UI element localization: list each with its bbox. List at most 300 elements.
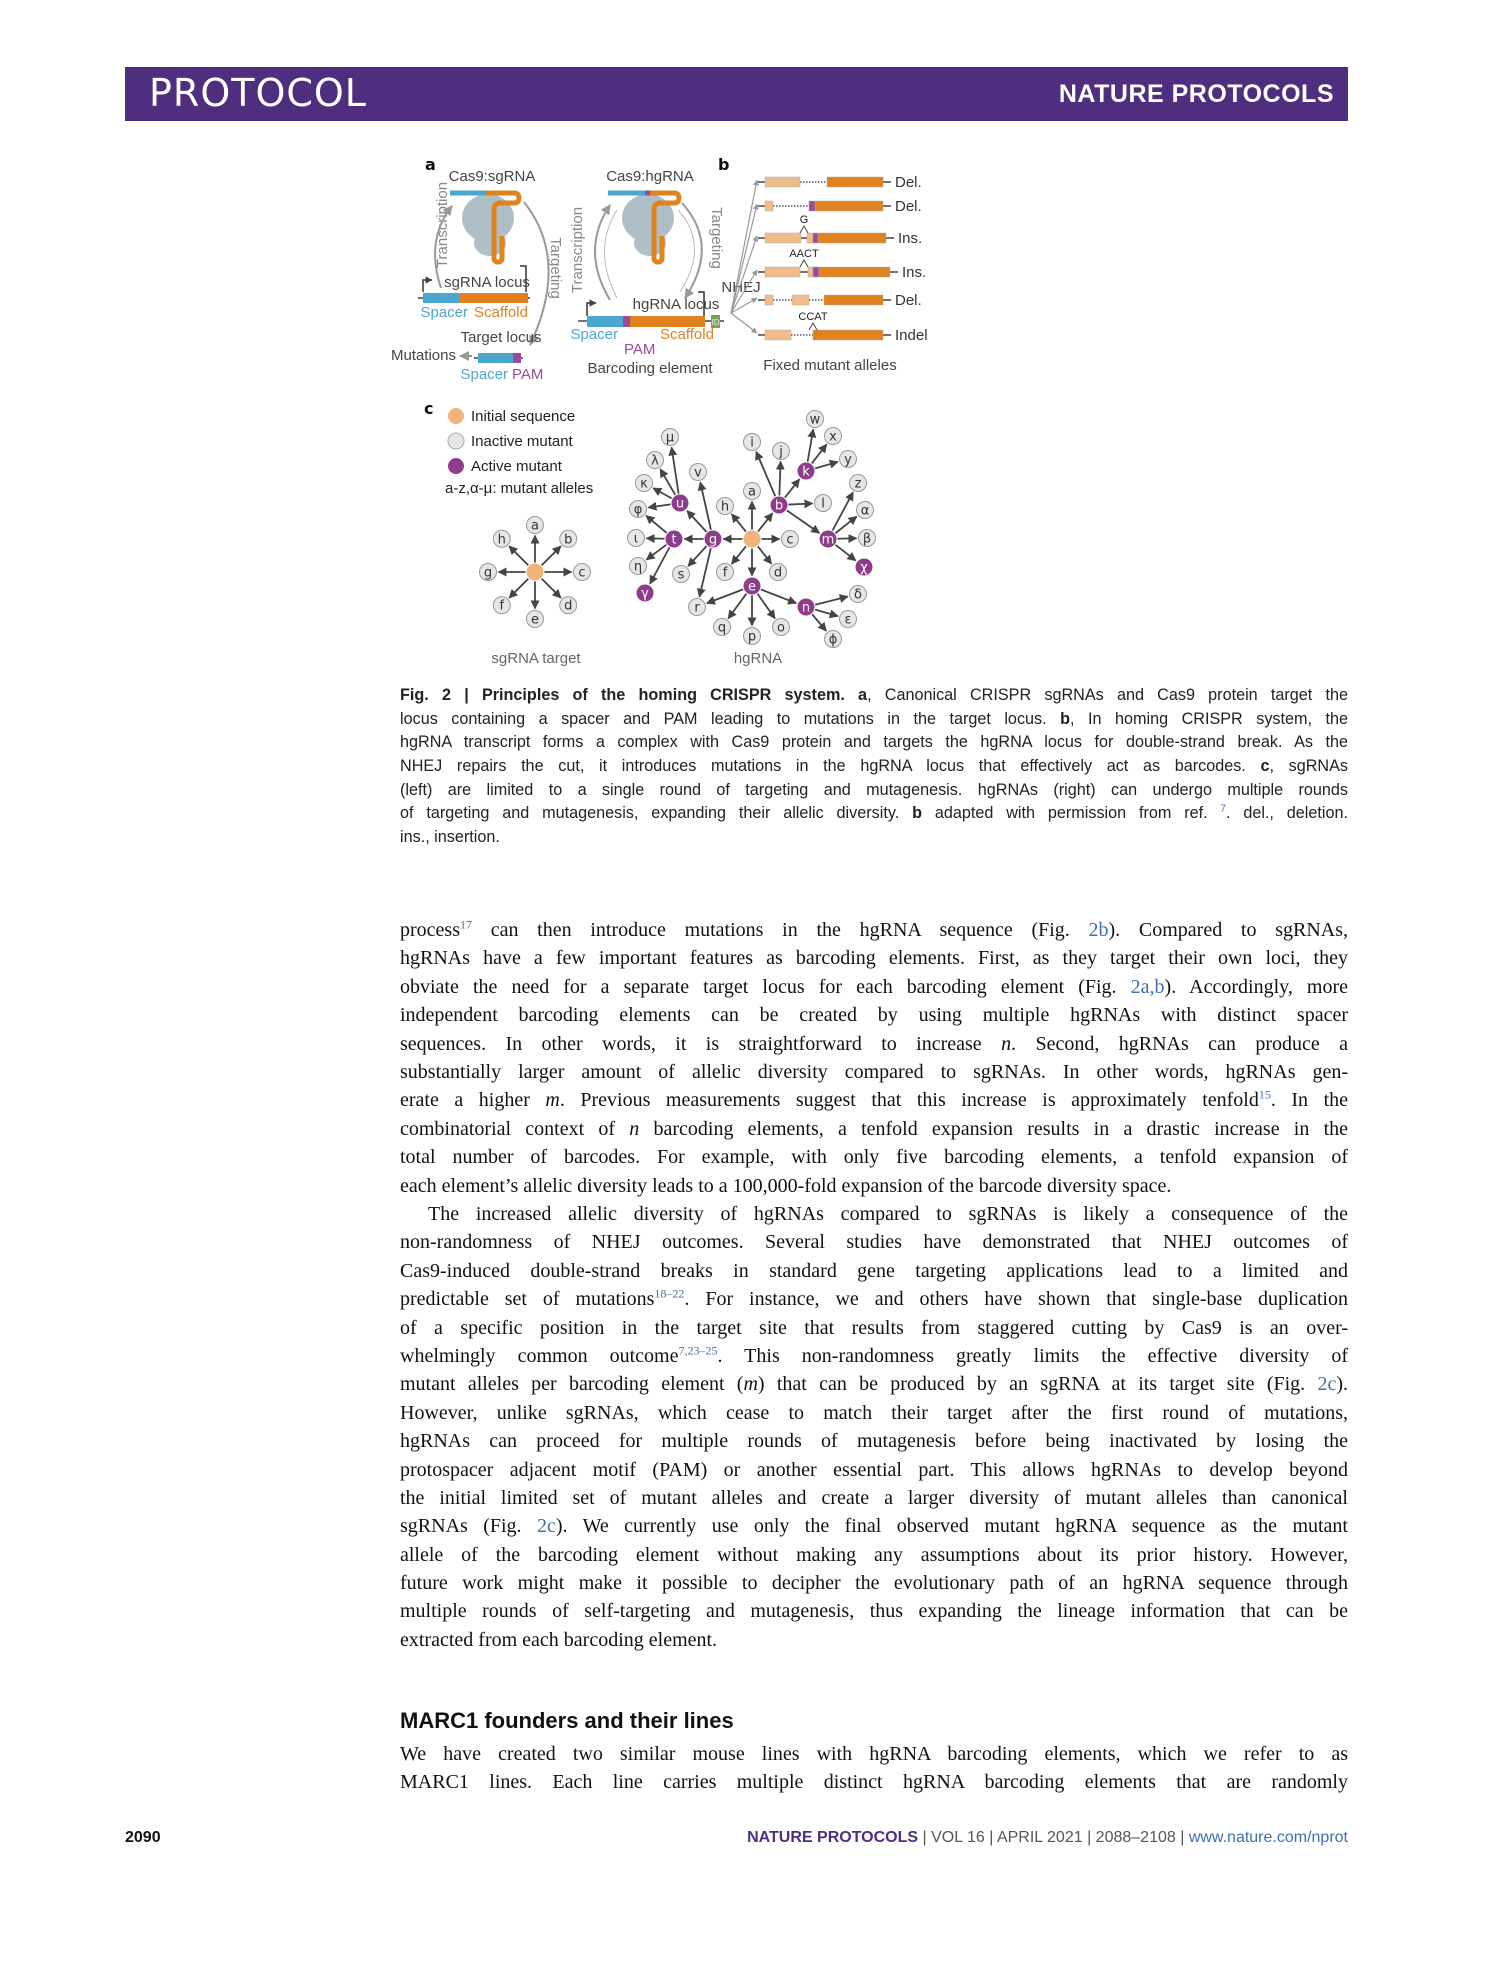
text: We have created two similar mouse lines with hgRNA barcoding elements, which we refer to as [400, 1743, 1348, 1765]
text: NHEJ repairs the cut, it introduces mutations in the hgRNA locus that effectively act as barcodes. [400, 757, 1261, 776]
text-line [400, 802, 1348, 826]
mutation-arrow [732, 514, 746, 532]
figure-2 [0, 0, 1489, 700]
allele-node-f [493, 597, 510, 614]
allele-node-μ [662, 429, 679, 446]
allele-label: a [748, 484, 756, 500]
allele-node-m [820, 531, 837, 548]
locus-spacer [423, 293, 459, 303]
allele-label: f [722, 565, 728, 581]
alleles-title: Fixed mutant alleles [763, 357, 897, 374]
allele-label: h [720, 499, 730, 515]
italic-symbol: n [629, 1117, 640, 1140]
allele-node-ϕ [825, 631, 842, 648]
text-line [400, 731, 1348, 755]
spacer-segment [765, 233, 801, 243]
text: of targeting and mutagenesis, expanding their allelic diversity. [400, 804, 913, 823]
text: allele of the barcoding element without making any assumptions about its prior history. However, [400, 1543, 1348, 1566]
allele-node-j [773, 443, 790, 460]
mutation-arrow [732, 546, 746, 564]
text-line [400, 973, 1348, 1001]
allele-type-label: Ins. [898, 230, 923, 247]
target-pam-label: PAM [512, 366, 544, 383]
legend-label: Active mutant [471, 458, 562, 475]
text-line [400, 916, 1348, 944]
text: , sgRNAs [1269, 757, 1348, 776]
text: the initial limited set of mutant alleles and create a larger diversity of mutant alleles than canonical [400, 1486, 1348, 1509]
mutation-arrow [815, 462, 838, 469]
allele-node-e [527, 611, 544, 628]
mutation-arrow [815, 597, 848, 605]
insertion-sequence: AACT [789, 248, 819, 260]
allele-node-initial [744, 531, 761, 548]
allele-node-γ [637, 585, 654, 602]
mutation-arrow [835, 545, 855, 561]
mutation-arrow [757, 594, 774, 619]
text: , In homing CRISPR system, the [1070, 709, 1348, 728]
allele-type-label: Ins. [902, 264, 927, 281]
allele-node-z [850, 475, 867, 492]
text-line [400, 708, 1348, 732]
allele-node-κ [636, 475, 653, 492]
allele-node-φ [630, 501, 647, 518]
text-line [400, 1342, 1348, 1370]
text-line [400, 1597, 1348, 1625]
allele-node-d [560, 597, 577, 614]
allele-label: e [531, 612, 539, 628]
body-paragraph [400, 1200, 1348, 1654]
mutation-arrow [650, 547, 670, 583]
insertion-sequence: G [799, 214, 809, 226]
allele-row [758, 198, 922, 215]
mutation-arrow [812, 614, 826, 631]
allele-node-δ [850, 586, 867, 603]
text: of a specific position in the target site that results from staggered cutting by Cas9 is an over- [400, 1316, 1348, 1339]
text: ). Accordingly, more [1164, 975, 1348, 998]
allele-row [758, 292, 922, 309]
footer-meta: | VOL 16 | APRIL 2021 | 2088–2108 | [918, 1829, 1189, 1846]
allele-type-label: Del. [895, 198, 922, 215]
allele-label: j [779, 444, 783, 460]
mutation-arrow [687, 511, 706, 532]
text: . This non-randomness greatly limits the effective diversity of [717, 1344, 1349, 1367]
text-line [400, 1030, 1348, 1058]
scaffold-segment [819, 267, 890, 277]
text: independent barcoding elements can be created by using multiple hgRNAs with distinct spacer [400, 1004, 1348, 1027]
allele-label: d [564, 598, 573, 614]
text: However, unlike sgRNAs, which cease to match their target after the first round of mutations, [400, 1401, 1348, 1424]
allele-label: e [748, 579, 756, 595]
text-line [400, 1001, 1348, 1029]
legend-label: Initial sequence [471, 408, 576, 425]
mutation-arrow [700, 482, 711, 529]
allele-label: y [844, 452, 852, 468]
legend-active-swatch [448, 458, 464, 474]
allele-node-η [630, 558, 647, 575]
pam-segment [809, 201, 815, 211]
allele-label: b [564, 532, 573, 548]
cas9-sgrna-label: Cas9:sgRNA [448, 168, 536, 185]
text-line [400, 1058, 1348, 1086]
allele-label: κ [640, 476, 648, 492]
text-line [400, 1370, 1348, 1398]
allele-node-f [717, 564, 734, 581]
hgrna-tree [628, 411, 876, 648]
spacer-segment [765, 177, 800, 187]
allele-row [758, 311, 928, 344]
hgrna-locus-label: hgRNA locus [632, 296, 720, 313]
allele-node-p [744, 628, 761, 645]
figure-link[interactable]: 2a,b [1130, 975, 1165, 998]
allele-node-s [673, 566, 690, 583]
nhej-fan [731, 180, 757, 333]
allele-label: η [633, 559, 643, 575]
mutation-arrow [788, 503, 812, 504]
allele-label: ι [633, 531, 639, 547]
allele-label: z [854, 476, 862, 492]
mutation-arrow [653, 488, 672, 498]
text: process [400, 919, 460, 941]
text-line [400, 1143, 1348, 1171]
allele-node-h [717, 498, 734, 515]
allele-node-initial [527, 564, 544, 581]
panel-c [424, 399, 876, 667]
figure-caption [400, 684, 1348, 850]
targeting-label: Targeting [708, 207, 725, 269]
transcription-label: Transcription [569, 206, 586, 294]
allele-node-n [798, 599, 815, 616]
text-line [400, 1541, 1348, 1569]
mutation-arrow [509, 579, 528, 598]
text-line [400, 1512, 1348, 1540]
allele-label: λ [651, 453, 659, 469]
text: protospacer adjacent motif (PAM) or another essential part. This allows hgRNAs to develop beyond [400, 1458, 1348, 1481]
mutation-arrow [779, 461, 780, 495]
pam-label: PAM [624, 341, 656, 358]
allele-node-a [527, 517, 544, 534]
text: total number of barcodes. For example, with only five barcoding elements, a tenfold expansion of [400, 1146, 1348, 1169]
spacer-segment [765, 267, 800, 277]
text-line [400, 1626, 1348, 1654]
nhej-arrow [731, 313, 757, 333]
bold-text: Fig. 2 | Principles of the homing CRISPR system. a [400, 686, 868, 704]
spacer-segment [808, 267, 813, 277]
text-line [400, 1172, 1348, 1200]
panel-a [391, 155, 564, 383]
text-line [400, 1257, 1348, 1285]
allele-row [758, 214, 922, 247]
mutation-arrow [787, 510, 820, 533]
allele-node-e [744, 578, 761, 595]
text-line [400, 1200, 1348, 1228]
citation-ref[interactable]: 7,23–25 [678, 1343, 718, 1358]
mutation-arrow [699, 548, 710, 597]
allele-node-y [840, 451, 857, 468]
mutation-arrow [688, 546, 707, 566]
target-locus-label: Target locus [460, 329, 542, 346]
legend [448, 408, 575, 475]
text-line [400, 1484, 1348, 1512]
allele-label: f [499, 598, 505, 614]
allele-node-c [574, 564, 591, 581]
scaffold-segment [827, 177, 883, 187]
allele-label: l [821, 496, 825, 512]
allele-label: α [860, 503, 870, 519]
text: . Previous measurements suggest that this increase is approximately tenfold [559, 1089, 1259, 1112]
sgrna-target-tree [480, 517, 591, 628]
id-label: ID [711, 318, 720, 327]
mutation-arrow [812, 444, 827, 463]
allele-node-r [689, 599, 706, 616]
allele-label: m [821, 532, 835, 548]
text: locus containing a spacer and PAM leading to mutations in the target locus. [400, 709, 1061, 728]
scaffold-label: Scaffold [660, 326, 714, 343]
panel-b-letter: b [718, 155, 730, 174]
footer-url[interactable]: www.nature.com/nprot [1188, 1829, 1348, 1846]
footer-citation [747, 1829, 1348, 1847]
text: combinatorial context of [400, 1117, 630, 1140]
mutation-arrow [785, 479, 800, 497]
text-line [400, 944, 1348, 972]
text: can then introduce mutations in the hgRNA sequence (Fig. [471, 919, 1089, 941]
panel-a-letter: a [425, 155, 436, 174]
allele-label: β [862, 531, 872, 547]
text-line [400, 1228, 1348, 1256]
allele-node-ε [840, 611, 857, 628]
text: ) that can be produced by an sgRNA at its target site (Fig. [757, 1373, 1318, 1396]
allele-node-k [798, 463, 815, 480]
page-number: 2090 [125, 1829, 161, 1846]
mutation-arrow [660, 469, 675, 495]
text: , Canonical CRISPR sgRNAs and Cas9 protein target the [867, 686, 1348, 704]
barcoding-element-label: Barcoding element [587, 360, 713, 377]
figure-link[interactable]: 2c [536, 1515, 556, 1538]
sgrna-locus-label: sgRNA locus [444, 274, 530, 291]
scaffold-segment [813, 330, 883, 340]
text-line [400, 1314, 1348, 1342]
promoter-icon [587, 303, 596, 316]
allele-node-v [690, 464, 707, 481]
mutation-arrow [808, 429, 814, 461]
text-line [400, 779, 1348, 803]
mutation-arrow [648, 504, 670, 507]
allele-node-c [782, 531, 799, 548]
bold-text: c [1260, 757, 1270, 776]
allele-node-d [770, 564, 787, 581]
mutation-arrow [672, 447, 679, 493]
allele-label: a [531, 518, 539, 534]
italic-symbol: m [545, 1089, 560, 1112]
mutation-arrow [542, 546, 561, 565]
nhej-label: NHEJ [721, 279, 761, 296]
text: mutant alleles per barcoding element ( [400, 1373, 744, 1396]
allele-label: ϕ [828, 632, 838, 648]
spacer-segment [765, 201, 773, 211]
allele-label: p [747, 629, 757, 645]
allele-node-g [480, 564, 497, 581]
allele-label: x [829, 429, 837, 445]
section-label: PROTOCOL [149, 71, 367, 115]
allele-label: γ [641, 586, 649, 602]
panel-c-letter: c [424, 399, 434, 418]
hgrna-edges [646, 429, 857, 631]
allele-node-α [857, 502, 874, 519]
spacer-segment [765, 330, 791, 340]
scaffold-label: Scaffold [474, 304, 528, 321]
mutation-arrow [761, 589, 796, 603]
allele-node-g [705, 531, 722, 548]
text: ). [1336, 1373, 1348, 1396]
text: . Second, hgRNAs can produce a [1011, 1032, 1349, 1055]
pam-segment [813, 233, 818, 243]
bold-text: b [912, 804, 922, 823]
legend-inactive-swatch [448, 433, 464, 449]
allele-node-a [744, 483, 761, 500]
text: . del., deletion. [1225, 804, 1348, 823]
allele-node-w [807, 411, 824, 428]
text-line [400, 1115, 1348, 1143]
spacer-segment [765, 295, 773, 305]
panel-b [569, 155, 928, 377]
spacer-label: Spacer [420, 304, 468, 321]
allele-node-i [744, 434, 761, 451]
insertion-caret [809, 323, 817, 330]
italic-symbol: n [1001, 1032, 1012, 1055]
allele-label: g [708, 532, 718, 548]
body-paragraph [400, 1740, 1348, 1797]
journal-name: NATURE PROTOCOLS [1058, 80, 1334, 108]
allele-type-label: Indel [895, 327, 928, 344]
text: hgRNAs can proceed for multiple rounds of mutagenesis before being inactivated by losing the [400, 1430, 1348, 1453]
scaffold-segment [824, 295, 883, 305]
text: sgRNAs (Fig. [400, 1515, 537, 1538]
figure-link[interactable]: 2b [1088, 919, 1109, 941]
italic-symbol: m [743, 1373, 758, 1396]
text: ). Compared to sgRNAs, [1108, 919, 1348, 941]
text-line [400, 684, 1348, 708]
text: erate a higher [400, 1089, 546, 1112]
allele-label: i [750, 435, 754, 451]
allele-label: g [483, 565, 493, 581]
allele-label: o [777, 620, 785, 636]
allele-node-l [815, 495, 832, 512]
text: predictable set of mutations [400, 1288, 655, 1311]
allele-label: s [677, 567, 685, 583]
allele-node-χ [856, 559, 873, 576]
allele-node-u [672, 495, 689, 512]
citation-ref[interactable]: 17 [459, 917, 472, 932]
mutations-label: Mutations [390, 347, 456, 364]
nhej-arrow [731, 204, 757, 313]
target-spacer-label: Spacer [460, 366, 508, 383]
allele-label: t [671, 532, 677, 548]
insertion-caret [800, 260, 808, 267]
section-heading: MARC1 founders and their lines [400, 1708, 734, 1733]
allele-row [758, 248, 926, 281]
text: (left) are limited to a single round of targeting and mutagenesis. hgRNAs (right) can undergo multiple rounds [400, 780, 1348, 799]
mutation-arrow [509, 546, 528, 565]
spacer-segment [792, 295, 809, 305]
text: sequences. In other words, it is straightforward to increase [400, 1032, 1002, 1055]
text-line [400, 826, 1348, 850]
text: barcoding elements, a tenfold expansion results in a drastic increase in the [639, 1117, 1349, 1140]
text: substantially larger amount of allelic diversity compared to sgRNAs. In other words, hgRNAs gen- [400, 1060, 1348, 1083]
sgrna-target-label: sgRNA target [491, 650, 581, 667]
allele-label: k [802, 464, 810, 480]
allele-label: ε [844, 612, 852, 628]
text: . For instance, we and others have shown that single-base duplication [684, 1288, 1348, 1311]
text-line [400, 1740, 1348, 1768]
mutation-arrow [815, 610, 838, 617]
allele-label: u [675, 496, 685, 512]
allele-node-h [493, 530, 510, 547]
allele-node-t [666, 531, 683, 548]
text: Cas9-induced double-strand breaks in standard gene targeting applications lead to a limited and [400, 1259, 1348, 1282]
mutation-arrow [542, 579, 561, 598]
text: ). We currently use only the final observed mutant hgRNA sequence as the mutant [555, 1515, 1348, 1538]
allele-label: d [773, 565, 783, 581]
allele-label: h [497, 532, 506, 548]
figure-link[interactable]: 2c [1317, 1373, 1337, 1396]
text-line [400, 1427, 1348, 1455]
legend-initial-swatch [448, 408, 464, 424]
allele-row [758, 174, 922, 191]
text: each element’s allelic diversity leads to a 100,000-fold expansion of the barcode diversity space. [400, 1174, 1172, 1197]
allele-label: c [786, 532, 794, 548]
target-pam [513, 353, 521, 363]
citation-ref[interactable]: 18–22 [654, 1286, 685, 1301]
text-line [400, 1086, 1348, 1114]
citation-ref[interactable]: 7 [1220, 804, 1226, 816]
allele-label: r [694, 600, 700, 616]
transcription-arrow [595, 205, 610, 300]
allele-node-b [771, 497, 788, 514]
allele-label: c [578, 565, 586, 581]
text-line [400, 1768, 1348, 1796]
allele-node-β [859, 530, 876, 547]
allele-label: b [774, 498, 784, 514]
citation-ref[interactable]: 15 [1258, 1087, 1271, 1102]
text: multiple rounds of self-targeting and mutagenesis, thus expanding the lineage information that can be [400, 1600, 1348, 1623]
text: hgRNA transcript forms a complex with Cas9 protein and targets the hgRNA locus for double-strand break. As the [400, 733, 1348, 752]
promoter-icon [423, 280, 432, 292]
text: ins., insertion. [400, 828, 500, 847]
allele-label: δ [854, 587, 862, 603]
scaffold-segment [815, 201, 883, 211]
bold-text: b [1060, 709, 1071, 728]
legend-note: a-z,α-μ: mutant alleles [445, 480, 594, 497]
targeting-label: Targeting [547, 237, 564, 299]
locus-scaffold [459, 293, 528, 303]
scaffold-segment [818, 233, 886, 243]
spacer-segment [807, 233, 813, 243]
mutation-arrow [707, 589, 743, 603]
text: hgRNAs have a few important features as barcoding elements. First, as they target their own loci, they [400, 947, 1348, 970]
legend-label: Inactive mutant [471, 433, 573, 450]
mutation-arrow [758, 513, 773, 531]
allele-node-o [773, 619, 790, 636]
pam-segment [813, 267, 819, 277]
text-line [400, 1399, 1348, 1427]
text: The increased allelic diversity of hgRNAs compared to sgRNAs is likely a consequence of the [428, 1203, 1348, 1225]
mutation-arrow [758, 546, 772, 563]
allele-node-b [560, 530, 577, 547]
cas9-hgrna-label: Cas9:hgRNA [606, 168, 694, 185]
mutation-arrow [646, 516, 667, 533]
text: non-randomness of NHEJ outcomes. Several studies have demonstrated that NHEJ outcomes of [400, 1231, 1348, 1254]
mutation-arrow [832, 492, 853, 530]
allele-label: μ [665, 430, 675, 446]
